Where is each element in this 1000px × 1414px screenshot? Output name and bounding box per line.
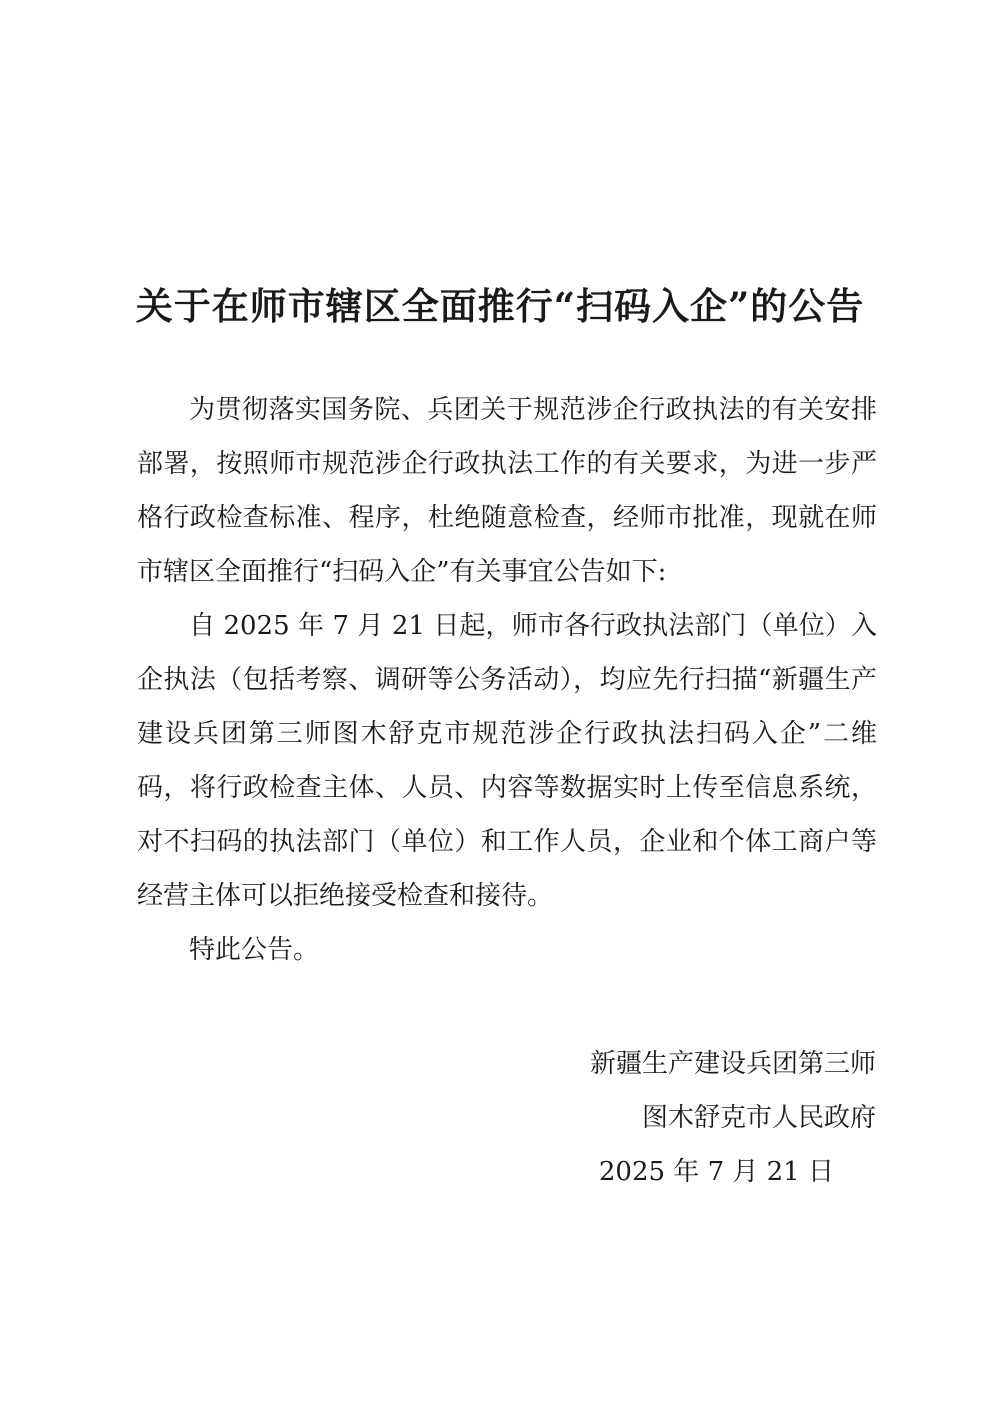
paragraph-closing: 特此公告。 bbox=[189, 935, 320, 965]
signature-org-line2: 图木舒克市人民政府 bbox=[641, 1103, 876, 1133]
paragraph-intro: 为贯彻落实国务院、兵团关于规范涉企行政执法的有关安排部署，按照师市规范涉企行政执法工作的有关要求，为进一步严格行政检查标准、程序，杜绝随意检查，经师市批准，现就在师市辖区全面推行“扫码入企”有关事宜公告如下: bbox=[137, 395, 877, 587]
document-title: 关于在师市辖区全面推行“扫码入企”的公告 bbox=[135, 284, 865, 328]
signature-block bbox=[590, 1037, 876, 1199]
paragraph-main: 自 2025 年 7 月 21 日起，师市各行政执法部门（单位）入企执法（包括考察、调研等公务活动），均应先行扫描“新疆生产建设兵团第三师图木舒克市规范涉企行政执法扫码入企”二维码，将行政检查主体、人员、内容等数据实时上传至信息系统，对不扫码的执法部门（单位）和工作人员，企业和个体工商户等经营主体可以拒绝接受检查和接待。 bbox=[137, 611, 877, 911]
signature-org-line1: 新疆生产建设兵团第三师 bbox=[589, 1049, 876, 1079]
document-body bbox=[137, 383, 877, 977]
signature-date: 2025 年 7 月 21 日 bbox=[598, 1157, 834, 1187]
